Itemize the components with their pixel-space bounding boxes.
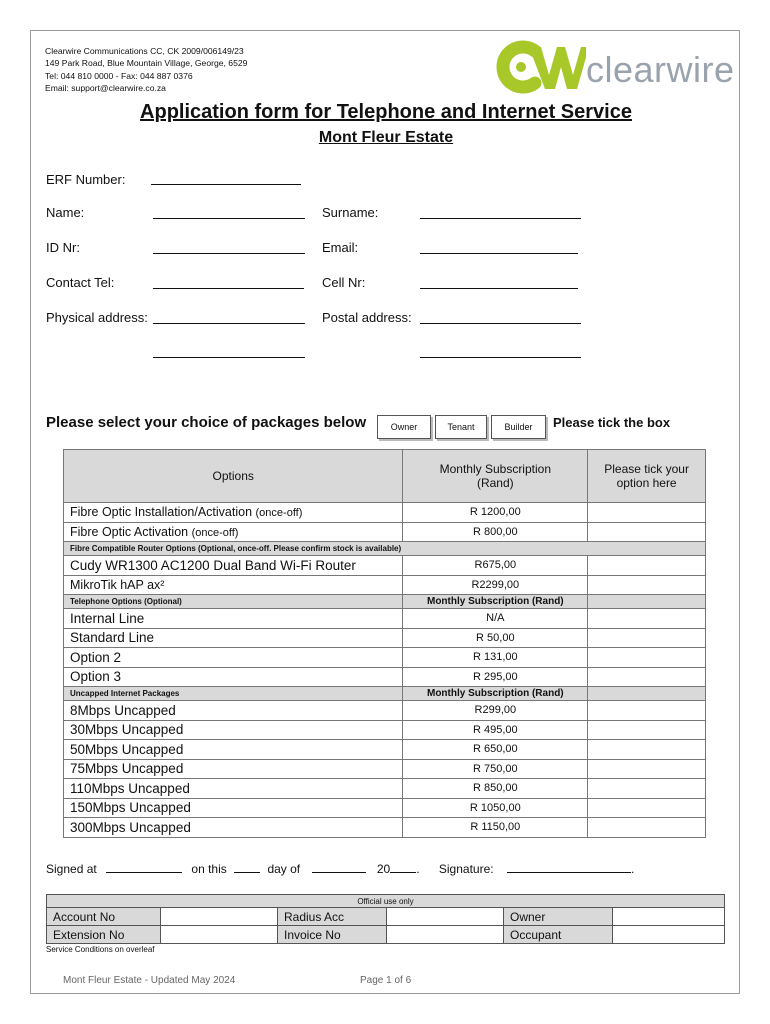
form-subtitle: Mont Fleur Estate (318, 129, 454, 146)
tenant-checkbox[interactable]: Tenant (435, 415, 487, 439)
postal-address-field-2[interactable] (420, 357, 581, 358)
option-name: 30Mbps Uncapped (64, 720, 403, 740)
option-name: 110Mbps Uncapped (64, 779, 403, 799)
option-price: R 800,00 (403, 522, 588, 542)
table-row (64, 575, 706, 595)
option-name: Option 2 (64, 648, 403, 668)
tick-cell (588, 595, 706, 609)
table-row (64, 503, 706, 523)
tick-cell[interactable] (588, 701, 706, 721)
extension-no-field[interactable] (161, 926, 278, 944)
option-name: Standard Line (64, 628, 403, 648)
table-row (64, 556, 706, 576)
table-row (47, 908, 725, 926)
surname-field[interactable] (420, 218, 581, 219)
account-no-field[interactable] (161, 908, 278, 926)
table-row (64, 522, 706, 542)
phone-section-header: Telephone Options (Optional) (64, 595, 403, 609)
option-price: R675,00 (403, 556, 588, 576)
option-name (64, 503, 403, 523)
option-name: 150Mbps Uncapped (64, 798, 403, 818)
tick-cell (588, 687, 706, 701)
fibre-activation-label: Fibre Optic Activation (70, 524, 189, 539)
option-price: R 750,00 (403, 759, 588, 779)
table-row (64, 609, 706, 629)
table-header-row (64, 450, 706, 503)
tick-cell[interactable] (588, 720, 706, 740)
cell-field[interactable] (420, 288, 578, 289)
contact-label: Contact Tel: (46, 275, 115, 290)
monthly-header (403, 450, 588, 503)
builder-checkbox[interactable]: Builder (491, 415, 546, 439)
tick-header-line1: Please tick your (604, 462, 689, 476)
postal-address-label: Postal address: (322, 310, 412, 325)
year-prefix: 20 (376, 862, 391, 876)
signature-row: Signed at on this day of 20 . Signature: . (46, 862, 635, 876)
option-price: R 850,00 (403, 779, 588, 799)
table-row (64, 779, 706, 799)
tick-cell[interactable] (588, 503, 706, 523)
option-price: R 50,00 (403, 628, 588, 648)
option-name: 75Mbps Uncapped (64, 759, 403, 779)
service-conditions-note: Service Conditions on overleaf (46, 945, 155, 954)
page-number: Page 1 of 6 (360, 975, 412, 986)
erf-label: ERF Number: (46, 172, 126, 187)
company-details (45, 45, 247, 95)
clearwire-logo (491, 37, 736, 99)
option-price: R 495,00 (403, 720, 588, 740)
owner-field[interactable] (613, 908, 725, 926)
option-name (64, 522, 403, 542)
table-row (47, 926, 725, 944)
table-row (64, 628, 706, 648)
company-email: Email: support@clearwire.co.za (45, 83, 166, 94)
postal-address-field[interactable] (420, 323, 581, 324)
table-row (64, 720, 706, 740)
cw-logo-icon (491, 37, 586, 97)
option-price: R 295,00 (403, 667, 588, 687)
table-row (64, 818, 706, 838)
company-address: 149 Park Road, Blue Mountain Village, George, 6529 (45, 58, 248, 69)
once-off-note: (once-off) (191, 526, 239, 539)
internet-section-monthly: Monthly Subscription (Rand) (403, 687, 588, 701)
options-header: Options (64, 450, 403, 503)
occupant-label: Occupant (504, 926, 613, 944)
name-label: Name: (46, 205, 85, 220)
tick-cell[interactable] (588, 779, 706, 799)
monthly-header-line1: Monthly Subscription (439, 462, 551, 476)
extension-no-label: Extension No (47, 926, 161, 944)
official-header-row (47, 895, 725, 908)
footer-left: Mont Fleur Estate - Updated May 2024 (63, 975, 236, 986)
option-price: N/A (403, 609, 588, 629)
tick-cell[interactable] (588, 667, 706, 687)
option-price: R2299,00 (403, 575, 588, 595)
option-name: MikroTik hAP ax² (64, 575, 403, 595)
fibre-install-label: Fibre Optic Installation/Activation (70, 505, 253, 520)
name-field[interactable] (153, 218, 305, 219)
option-price: R299,00 (403, 701, 588, 721)
option-price: R 650,00 (403, 740, 588, 760)
table-row (64, 701, 706, 721)
option-name: 300Mbps Uncapped (64, 818, 403, 838)
signature-field[interactable] (507, 872, 631, 873)
phone-section-row (64, 595, 706, 609)
company-name: Clearwire Communications CC, CK 2009/006149/23 (45, 46, 244, 56)
options-table (63, 449, 706, 838)
option-price: R 1050,00 (403, 798, 588, 818)
owner-checkbox[interactable]: Owner (377, 415, 431, 439)
tick-instruction: Please tick the box (553, 415, 671, 430)
signature-label: Signature: (438, 862, 494, 876)
physical-address-label: Physical address: (46, 310, 148, 325)
official-header: Official use only (47, 895, 725, 908)
internet-section-header: Uncapped Internet Packages (64, 687, 403, 701)
tick-cell[interactable] (588, 556, 706, 576)
occupant-field[interactable] (613, 926, 725, 944)
option-name: Cudy WR1300 AC1200 Dual Band Wi-Fi Router (64, 556, 403, 576)
document-page (30, 30, 740, 994)
tick-cell[interactable] (588, 628, 706, 648)
tick-cell[interactable] (588, 740, 706, 760)
table-row (64, 667, 706, 687)
email-label: Email: (322, 240, 359, 255)
phone-section-monthly: Monthly Subscription (Rand) (403, 595, 588, 609)
logo-wordmark: clearwire (586, 49, 735, 90)
tick-cell[interactable] (588, 818, 706, 838)
company-phone: Tel: 044 810 0000 - Fax: 044 887 0376 (45, 70, 193, 81)
option-name: Internal Line (64, 609, 403, 629)
router-section-header: Fibre Compatible Router Options (Optional, once-off. Please confirm stock is available) (64, 542, 706, 556)
physical-address-field-2[interactable] (153, 357, 305, 358)
option-price: R 1150,00 (403, 818, 588, 838)
on-this-label: on this (191, 862, 227, 876)
table-row (64, 740, 706, 760)
invoice-no-field[interactable] (387, 926, 504, 944)
id-label: ID Nr: (46, 240, 80, 255)
month-field[interactable] (312, 872, 366, 873)
cell-label: Cell Nr: (322, 275, 366, 290)
once-off-note: (once-off) (255, 507, 303, 520)
option-name: Option 3 (64, 667, 403, 687)
erf-field[interactable] (151, 184, 301, 185)
table-row (64, 648, 706, 668)
packages-heading: Please select your choice of packages below (46, 414, 367, 431)
tick-cell[interactable] (588, 609, 706, 629)
day-of-label: day of (267, 862, 301, 876)
option-name: 50Mbps Uncapped (64, 740, 403, 760)
signed-at-label: Signed at (46, 862, 97, 876)
email-field[interactable] (420, 253, 578, 254)
surname-label: Surname: (322, 205, 379, 220)
internet-section-row (64, 687, 706, 701)
table-row (64, 798, 706, 818)
contact-field[interactable] (153, 288, 304, 289)
physical-address-field[interactable] (153, 323, 305, 324)
official-use-table (46, 894, 725, 944)
option-price: R 1200,00 (403, 503, 588, 523)
day-field[interactable] (234, 872, 260, 873)
radius-acc-field[interactable] (387, 908, 504, 926)
tick-cell[interactable] (588, 648, 706, 668)
table-row (64, 759, 706, 779)
tick-header-line2: option here (616, 476, 677, 490)
invoice-no-label: Invoice No (278, 926, 387, 944)
id-field[interactable] (153, 253, 305, 254)
router-section-row (64, 542, 706, 556)
account-no-label: Account No (47, 908, 161, 926)
owner-label: Owner (504, 908, 613, 926)
tick-header (588, 450, 706, 503)
radius-acc-label: Radius Acc (278, 908, 387, 926)
monthly-header-line2: (Rand) (476, 476, 514, 490)
tick-cell[interactable] (588, 522, 706, 542)
year-field[interactable] (390, 872, 416, 873)
tick-cell[interactable] (588, 759, 706, 779)
option-name: 8Mbps Uncapped (64, 701, 403, 721)
option-price: R 131,00 (403, 648, 588, 668)
signed-at-field[interactable] (106, 872, 182, 873)
tick-cell[interactable] (588, 798, 706, 818)
form-title: Application form for Telephone and Internet Service (140, 101, 632, 123)
tick-cell[interactable] (588, 575, 706, 595)
